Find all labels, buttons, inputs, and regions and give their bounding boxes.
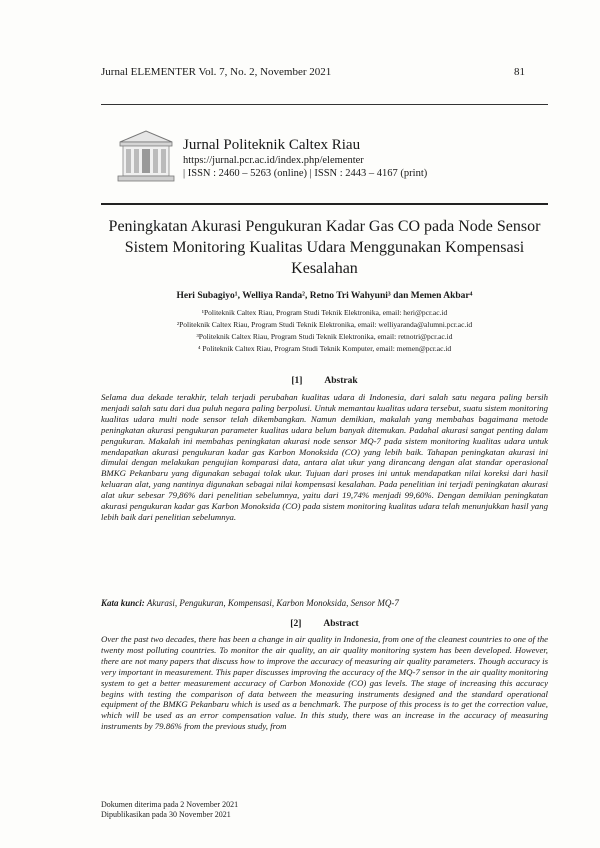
keywords-text: Akurasi, Pengukuran, Kompensasi, Karbon Monoksida, Sensor MQ-7 <box>144 598 399 608</box>
affiliation-item: ²Politeknik Caltex Riau, Program Studi Teknik Elektronika, email: welliyaranda@alumni.pcr.ac.id <box>176 320 473 329</box>
keywords-label: Kata kunci: <box>101 598 145 608</box>
affiliation-list <box>101 307 548 355</box>
keywords <box>101 598 548 608</box>
journal-name: Jurnal Politeknik Caltex Riau <box>183 137 361 153</box>
affiliation-item: ¹Politeknik Caltex Riau, Program Studi Teknik Elektronika, email: heri@pcr.ac.id <box>201 308 448 317</box>
abstrak-body: Selama dua dekade terakhir, telah terjadi perubahan kualitas udara di Indonesia, dari salah satu negara paling bersih menjadi salah satu dari dua puluh negara paling berpolusi. Untuk memantau kualitas udara tersebut, suatu sistem monitoring kualitas udara multi node sensor telah dikembangkan. Namun demikian, makalah yang membahas bagaimana metode peningkatan akurasi pengukuran parameter kualitas udara belum banyak ditemukan. Padahal akurasi sangat penting dalam pengukuran. Makalah ini membahas peningkatan akurasi node sensor MQ-7 pada sistem monitoring kualitas udara untuk mendapatkan akurasi pengukuran kadar gas Karbon Monoksida (CO) yang lebih baik. Tahapan peningkatan akurasi ini dimulai dengan melakukan pengujian komparasi data, antara alat ukur yang dirancang dengan alat standar operasional BMKG Pekanbaru yang digunakan sebagai tolak ukur. Tujuan dari proses ini untuk mendapatkan nilai koreksi dari hasil keluaran alat, yang nantinya digunakan sebagai nilai kompensasi kesalahan. Pada penelitian ini terjadi peningkatan akurasi alat ukur sebesar 79,86% dari penelitian sebelumnya, yaitu dari 19,74% menjadi 99,60%. Dengan demikian peningkatan akurasi pengukuran kadar gas Karbon Monoksida (CO) pada sistem monitoring kualitas udara telah menunjukkan hasil yang lebih baik dari penelitian sebelumnya. <box>101 392 548 522</box>
journal-block <box>183 136 427 180</box>
abstract-number: [2] <box>290 619 302 629</box>
abstract-title: Abstract <box>323 619 359 629</box>
affiliation-item: ³Politeknik Caltex Riau, Program Studi Teknik Elektronika, email: retnotri@pcr.ac.id <box>196 332 453 341</box>
paper-title: Peningkatan Akurasi Pengukuran Kadar Gas CO pada Node Sensor Sistem Monitoring Kualitas Udara Menggunakan Kompensasi Kesalahan <box>108 218 541 277</box>
page-number: 81 <box>514 66 525 78</box>
abstrak-title: Abstrak <box>324 376 358 386</box>
abstrak-number: [1] <box>291 376 303 386</box>
journal-url[interactable]: https://jurnal.pcr.ac.id/index.php/elementer <box>183 155 364 166</box>
journal-issn: | ISSN : 2460 – 5263 (online) | ISSN : 2443 – 4167 (print) <box>183 168 428 179</box>
abstract-heading <box>101 619 548 629</box>
author-list: Heri Subagiyo¹, Welliya Randa², Retno Tri Wahyuni³ dan Memen Akbar⁴ <box>176 291 473 301</box>
received-date: Dokumen diterima pada 2 November 2021 <box>101 800 239 809</box>
running-head: Jurnal ELEMENTER Vol. 7, No. 2, November 2021 <box>101 66 332 78</box>
masthead-rule <box>101 203 548 205</box>
document-footer <box>101 800 238 820</box>
header-rule <box>101 104 548 105</box>
published-date: Dipublikasikan pada 30 November 2021 <box>101 810 231 819</box>
abstrak-heading <box>101 376 548 386</box>
abstract-body: Over the past two decades, there has been a change in air quality in Indonesia, from one of the cleanest countries to one of the twenty most polluting countries. To monitor the air quality, an air quality monitoring system has been developed. However, there are not many papers that discuss how to improve the accuracy of measuring air quality parameters. Though accuracy is very important in measurement. This paper discusses improving the accuracy of the MQ-7 sensor in the air quality monitoring system to get a better measurement accuracy of Carbon Monoxide (CO) gas levels. The stage of increasing this accuracy begins with testing the comparison of data between the measuring instruments designed and the standard operational equipment of the BMKG Pekanbaru which is used as a benchmark. The purpose of this process is to get the correction value, which will be used as an error compensation value. In this study, there was an increase in the accuracy of measuring instruments by 79.86% from the previous study, from <box>101 634 548 732</box>
building-logo-icon <box>116 128 176 184</box>
affiliation-item: ⁴ Politeknik Caltex Riau, Program Studi Teknik Komputer, email: memen@pcr.ac.id <box>197 344 452 353</box>
